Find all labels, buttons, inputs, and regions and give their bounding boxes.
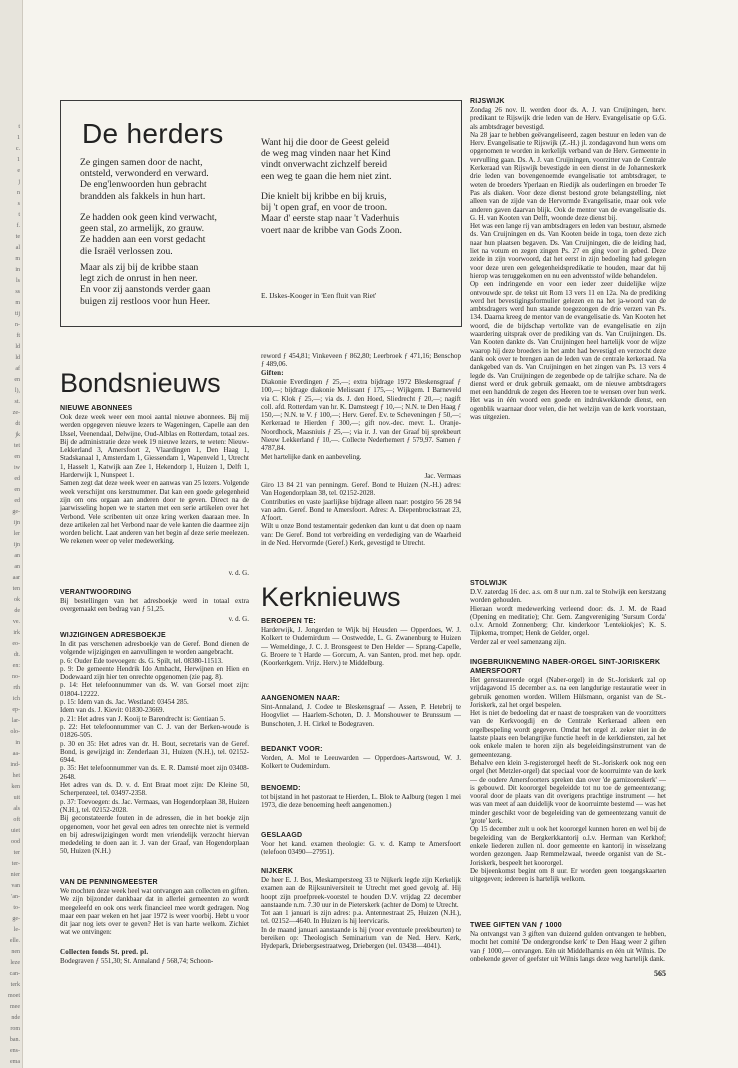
- nijkerk-text: De heer E. J. Bos, Meskampersteeg 33 te Nijkerk legde zijn Kerkelijk examen aan de Rijksuniversiteit te Utrecht met goed gevolg af. Hij hoopt zijn proefpreek-voorstel te houden D.V. vrijdag 22 december aanstaande n.m. 7.30 uur in de Pieterskerk (achter de Dom) te Utrecht. Tot aan 1 januari is zijn adres: p.a. Antennestraat 25, Huizen (N.H.), tel. 02152—4640. In Huizen is hij leervicaris. In de maand januari aanstaande is hij (voor eventuele preekbeurten) te bereiken op: Theologisch Seminarium van de Ned. Herv. Kerk, Hydepark, Driebergsestraatweg, Driebergen (tel. 03438—4041).: [261, 876, 461, 951]
- margin-fragment: n-: [15, 322, 20, 328]
- heading-collecten: Collecten fonds St. pred. pl.: [60, 948, 149, 956]
- margin-fragment: aa-: [12, 751, 20, 757]
- margin-fragment: 1: [17, 135, 20, 141]
- kerknieuws-title: Kerknieuws: [261, 582, 401, 612]
- margin-fragment: en:: [12, 663, 20, 669]
- poem-author: E. IJskes-Kooger in 'Een fluit van Riet': [261, 291, 377, 300]
- signature-vermaas: Jac. Vermaas: [424, 472, 461, 480]
- margin-fragment: t: [18, 212, 20, 218]
- beroepen-text: Harderwijk, J. Jongerden te Wijk bij Heusden — Opperdoes, W. J. Kolkert te Oudemirdum — Oostwedde, L. G. Zwanenburg te Huizen — Wemeldinge, J. C. J. Bronsgeest te Den Helder — Sprang-Capelle, G. Broere te 't Harde — Gorcum, A. van Santen, prod. met hep. opdr. (Koorkerkgem. Vrijz. Herv.) te Middelburg.: [261, 626, 461, 668]
- bondsnieuws-title: Bondsnieuws: [60, 368, 221, 398]
- margin-fragment: in: [15, 267, 20, 273]
- heading-nijkerk: NIJKERK: [261, 868, 294, 875]
- aangenomen-text: Sint-Annaland, J. Codee te Bleskensgraaf — Assen, P. Hetebrij te Hoogvliet — Haarlem-Schoten, D. J. Monshouwer te Brunssum — Bunschoten, J. H. Cirkel te Bodegraven.: [261, 703, 461, 728]
- collecten-text: Bodegraven ƒ 551,30; St. Annaland ƒ 568,74; Schoon-: [60, 957, 214, 965]
- margin-fragment: ss: [15, 289, 20, 295]
- margin-fragment: ld: [15, 355, 20, 361]
- wijzigingen-text: In dit pas verschenen adresboekje van de Geref. Bond dienen de volgende wijzigingen en aanvullingen te worden aangebracht. p. 6: Ouder Ede toevoegen: ds. G. Spilt, tel. 08380-11513. p. 9: De gemeente Hendrik Ido Ambacht, Herwijnen en Hien en Dodewaard zijn hier ten onrechte opgenomen (zie pag. 8). p. 14: Het telefoonnummer van ds. W. van Gorsel moet zijn: 01804-12222. p. 15: Idem van ds. Jac. Westland: 03454 285. Idem van ds. J. Kievit: 01830-23669. p. 21: Het adres van J. Kooij te Barendrecht is: Gentiaan 5. p. 22: Het telefoonnummer van C. J. van der Berken-woude is 01826-505. p. 30 en 35: Het adres van dr. H. Bout, secretaris van de Geref. Bond, is gewijzigd in: Zenderlaan 31, Huizen (N.H.), tel. 02152-6944. p. 35: Het telefoonnummer van ds. E. R. Damsté moet zijn 03408-2648. Het adres van ds. D. v. d. Ent Braat moet zijn: De Kleine 50, Scherpenzeel, tel. 03497-2358. p. 37: Toevoegen: ds. Jac. Vermaas, van Hogendorplaan 38, Huizen (N.H.), tel. 02152-2028. Bij geconstateerde fouten in de adressen, die in het boekje zijn opgenomen, voor het geval een adres ten onrechte niet is vermeld en bij adreswijzigingen wordt men vriendelijk verzocht hiervan mededeling te doen aan ir. J. van der Graaf, van Hogendorplaan 50, Huizen (N.H.): [60, 640, 249, 856]
- heading-penningmeester: VAN DE PENNINGMEESTER: [60, 879, 158, 886]
- margin-fragment: dt.: [13, 652, 20, 658]
- margin-fragment: jk: [15, 432, 20, 438]
- heading-beroepen: BEROEPEN TE:: [261, 618, 316, 625]
- heading-rijswijk: RIJSWIJK: [470, 98, 505, 105]
- margin-fragment: nde: [11, 1015, 20, 1021]
- margin-fragment: ind-: [10, 762, 20, 768]
- margin-fragment: nier: [10, 872, 20, 878]
- margin-fragment: ijn: [13, 520, 20, 526]
- margin-fragment: l),: [14, 388, 20, 394]
- margin-fragment: s: [17, 201, 20, 207]
- stolwijk-text: D.V. zaterdag 16 dec. a.s. om 8 uur n.m. zal te Stolwijk een kerstzang worden gehouden. Hieraan wordt medewerking verleend door: ds. J. M. de Raad (Opening en meditatie); Chr. Gem. Zangvereniging 'Sursum Corda' o.l.v. Arnold Zonnenberg; Chr. kinderkoor 'Lentekiokjes'; K. S. Tijpkema, trompet; Henk de Gelder, orgel. Verder zal er veel samenzang zijn.: [470, 588, 666, 646]
- heading-giften: Giften:: [261, 369, 284, 377]
- margin-fragment: als: [13, 806, 20, 812]
- margin-fragment: ge-: [12, 916, 20, 922]
- poem-stanza-4: Want hij die door de Geest geleid de weg mag vinden naar het Kind vindt onverwacht zichzelf bereid een weg te gaan die hem niet zint.: [261, 137, 392, 182]
- margin-fragment: iw: [14, 465, 20, 471]
- margin-fragment: ten: [12, 586, 20, 592]
- margin-fragment: f.: [16, 223, 20, 229]
- margin-fragment: uit: [13, 795, 20, 801]
- benoemd-text: tot bijstand in het pastoraat te Hierden, L. Blok te Aalburg (tegen 1 mei 1973, die deze benoeming heeft aangenomen.): [261, 793, 461, 810]
- margin-fragment: ld: [15, 344, 20, 350]
- margin-fragment: eo-: [12, 641, 20, 647]
- margin-fragment: 'an-: [11, 894, 20, 900]
- margin-fragment: dt: [15, 421, 20, 427]
- margin-fragment: en: [14, 454, 20, 460]
- nieuwe-abonnees-text: Ook deze week weer een mooi aantal nieuwe abonnees. Bij mij werden opgegeven nieuwe lezers te Wageningen, Capelle aan den IJssel, Veenendaal, Delwijne, Oud-Alblas en Rotterdam, totaal zes. Bij de administratie deze week 19 nieuwe lezers, te weten: Nieuw-Lekkerland 3, Amersfoort 2, Vlaardingen 1, Den Haag 1, Stadskanaal 1, Amsterdam 1, Giessendam 1, Wapenveld 1, Utrecht 1, Hasselt 1, Katwijk aan Zee 1, Hekendorp 1, Huizen 1, Delft 1, Harderwijk 1, Nunspeet 1. Samen zegt dat deze week weer en aanwas van 25 lezers. Volgende week verschijnt ons kerstnummer. Dat kan een goede gelegenheid zijn om ons orgaan aan anderen door te geven. Direct na de jaarwisseling hopen we te starten met een serie artikelen over het Verbond. Vele scribenten uit onze kring werken daaraan mee. In deze artikelen zal het Verbond naar de vele kanten die daarmee zijn worden belicht. Laat anderen van het begin af deze serie meelezen. We rekenen weer op veler medewerking.: [60, 413, 249, 546]
- margin-fragment: ok: [14, 597, 20, 603]
- heading-nieuwe-abonnees: NIEUWE ABONNEES: [60, 405, 133, 412]
- margin-fragment: elle.: [9, 938, 20, 944]
- giften-text: Diakonie Everdingen ƒ 25,—; extra bijdrage 1972 Bleskensgraaf ƒ 100,—; bijdrage diakonie Melissant ƒ 175,—; Wijkgem. I Barneveld via C. Klok ƒ 25,—; via ds. J. den Hoed, Sliedrecht ƒ 20,—; nagift coll. afd. Rotterdam van hr. K. Damsteegt ƒ 10,—; N.N. te Den Haag ƒ 150,—; N.N. te V. ƒ 100,—; Herv. Geref. Ev. te Scheveningen ƒ 50,—; Kerkeraad te Hierden ƒ 300,—; gift nov.-dec. mevr. L. Oranje-Noordhock, Maasniuis ƒ 25,—; via ir. J. van der Graaf bij sprekbeurt Nieuw Lekkerland ƒ 10,—. Collecte Nederhemert ƒ 579,97. Samen ƒ 4787,84. Met hartelijke dank en aanbeveling.: [261, 378, 461, 461]
- margin-fragment: olo-: [10, 729, 20, 735]
- margin-fragment: t: [18, 124, 20, 130]
- margin-fragment: te: [15, 234, 20, 240]
- heading-wijzigingen-adresboekje: WIJZIGINGEN ADRESBOEKJE: [60, 632, 166, 639]
- margin-fragment: moet: [8, 993, 20, 999]
- margin-fragments: [0, 0, 22, 1068]
- margin-fragment: mee: [10, 1004, 20, 1010]
- heading-verantwoording: VERANTWOORDING: [60, 589, 132, 596]
- verantwoording-text: Bij bestellingen van het adresboekje werd in totaal extra overgemaakt een bedrag van ƒ 51,25.: [60, 597, 249, 614]
- margin-fragment: ed: [14, 498, 20, 504]
- margin-fragment: ich: [12, 696, 20, 702]
- rijswijk-text: Zondag 26 nov. ll. werden door ds. A. J. van Cruijningen, herv. predikant te Rijswijk drie leden van de Herv. Evangelisatie op G.G. als ambtsdrager bevestigd. Na 28 jaar te hebben geëvangeliseerd, zagen bestuur en leden van de Herv. Evangelisatie te Rijswijk (Z.-H.) jl. zondagavond hun wens om opgenomen te worden in kerkelijk verband van de Herv. Gemeente in vervulling gaan. Ds. A. J. van Cruijningen, voorzitter van de Centrale Kerkeraad van Rijswijk bevestigde in een dienst in de Johanneskerk drie leden van bovengenoemde evangelisatie tot ambtsdrager, te weten de broeders Yperlaan en Riedijk als ouderlingen en broeder Te Pas als diaken. Voor deze dienst bestond grote belangstelling, niet alleen van de zijde van de Hervormde Evangelisatie, maar ook vele anderen gaven daarvan blijk. Ook de mentor van de evangelisatie ds. G. H. van Kooten van Delft, woonde deze dienst bij. Het was een lange rij van ambtsdragers en leden van bestuur, alsmede ds. Van Cruijningen en ds. Van Kooten beide in toga, toen deze zich naar hun plaatsen begaven. Ds. Van Cruijningen, die de leiding had, liet na votum en zegen zingen Ps. 27 en ging voor in gebed. Deze zeide in zijn voorwoord, dat het eerst in zijn bedoeling had gelegen voor deze uren een gelegenheidspredikatie te houden, maar dat hij hierop was teruggekomen en nu een adventsstof wilde behandelen. Op een indringende en voor een ieder zeer duidelijke wijze ontvouwde spr. de tekst uit Rom 13 vers 11 en 12a. Na de prediking werd het bevestigingsformulier gelezen en na het ja-woord van de ambtsdragers werd hun staande toegezongen de drie verzen van Ps. 134. Daarna kreeg de mentor van de evangelisatie ds. Van Kooten het woord, die de bijdschap vertolkte van de evangelisatie en zijn waardering uitsprak over de prediking van ds. Van Cruijningen. Ds. Van Kooten dankte ds. Van Cruijningen heel hartelijk voor de wijze waarop hij deze broeders in het ambt had bevestigd en verzocht deze dank ook over te brengen aan de leden van de centrale kerkeraad. Na dankgebed van ds. Van Cruijningen en het zingen van Ps. 13 vers 4 legde ds. Van Cruijningen de zegenbede op de talrijke schare. Na de dienst werd er druk gebruik gemaakt, om de nieuwe ambtsdragers met een handdruk de zegen des Heeren toe te wensen over hun werk. Het was in één woord een goede en indrukwekkende dienst, een ogenblik waarnaar door velen, die het welzijn van de kerk voorstaan, was uitgezien.: [470, 106, 666, 421]
- margin-fragment: m: [15, 300, 20, 306]
- margin-fragment: rth: [13, 685, 20, 691]
- margin-fragment: ep-: [12, 707, 20, 713]
- margin-fragment: ge-: [12, 509, 20, 515]
- margin-fragment: uiet: [11, 828, 20, 834]
- margin-fragment: ze-: [12, 410, 20, 416]
- poem-title: De herders: [82, 118, 224, 149]
- bedankt-text: Vorden, A. Mol te Leeuwarden — Opperdoes-Aartswoud, W. J. Kolkert te Oudemirdum.: [261, 754, 461, 771]
- previous-page-strip: [0, 0, 23, 1068]
- margin-fragment: de: [14, 608, 20, 614]
- margin-fragment: ft: [16, 333, 20, 339]
- naber-orgel-text: Het gerestaureerde orgel (Naber-orgel) in de St.-Joriskerk zal op vrijdagavond 15 december a.s. na een langdurige restauratie weer in gebruik genomen worden. Willem Hülsmann, organist van de St.-Joriskerk, zal het orgel bespelen. Het is niet de bedoeling dat er naast de toespraken van de voorzitters van de Kerkvoogdij en de Centrale Kerkeraad alleen een orgelbespeling wordt gegeven. Omdat het orgel zl. zeker niet in de laatste plaats een belangrijke functie heeft in de kerkdiensten, zal het ook enkele malen te horen zijn als begeleidingsinstrument van de gemeentezang. Behalve een klein 3-registerorgel heeft de St.-Joriskerk ook nog een orgel (het Metzler-orgel) dat speciaal voor de koorruimte van de kerk — de oudere Amersfoorters spreken dan over 'de garnizoenskerk' — is gebouwd. Dit koororgel begeleidde tot nu toe de gemeentezang; vooral door de plaats van dit overigens prachtige instrument — het was van meet af aan duidelijk voor de koorruimte bestemd — was het minder geschikt voor de begeleiding van de gemeentezang vanuit de 'grote' kerk. Op 15 december zult u ook het koororgel kunnen horen en wel bij de begeleiding van de Bergkerkkantorij o.l.v. Herman van Kerkhof; enkele liederen zullen nl. door gemeente en kantorij in wisselzang worden gezongen. Jaap Remmelzwaal, tweede organist van de St.-Joriskerk, bespeelt het koororgel. De bijeenkomst begint om 8 uur. Er worden geen toegangskaarten uitgegeven; iedereen is hartelijk welkom.: [470, 676, 666, 884]
- poem-stanza-1: Ze gingen samen door de nacht, ontsteld, verwonderd en verward. De eng'lenwoorden hun gebracht brandden als fakkels in hun hart.: [80, 157, 209, 202]
- margin-fragment: j: [18, 179, 20, 185]
- margin-fragment: tet: [14, 443, 20, 449]
- margin-fragment: ter: [13, 850, 20, 856]
- margin-fragment: ed: [14, 476, 20, 482]
- heading-aangenomen: AANGENOMEN NAAR:: [261, 695, 341, 702]
- margin-fragment: en: [14, 487, 20, 493]
- margin-fragment: 1: [17, 157, 20, 163]
- middle-collect-text: reword ƒ 454,81; Vinkeveen ƒ 862,80; Leerbroek ƒ 471,16; Benschop ƒ 489,06.: [261, 352, 461, 369]
- margin-fragment: an: [14, 564, 20, 570]
- margin-fragment: nen: [11, 949, 20, 955]
- margin-fragment: e: [17, 168, 20, 174]
- margin-fragment: van: [11, 883, 20, 889]
- margin-fragment: to-: [13, 905, 20, 911]
- heading-stolwijk: STOLWIJK: [470, 580, 508, 587]
- margin-fragment: ban.: [9, 1037, 20, 1043]
- margin-fragment: can-: [9, 971, 20, 977]
- twee-giften-text: Na ontvangst van 3 giften van duizend gulden ontvangen te hebben, mocht het comité 'De ondergrondse kerk' te Den Haag weer 2 giften van ƒ 1000,— ontvangen. Eén uit Middelharnis en één uit Wilnis. De onbekende gever of geefster uit Wilnis langs deze weg hartelijk dank.: [470, 930, 666, 963]
- margin-fragment: rom: [10, 1026, 20, 1032]
- margin-fragment: n: [17, 190, 20, 196]
- margin-fragment: ler: [13, 531, 20, 537]
- signature-vdg-1: v. d. G.: [228, 569, 249, 577]
- margin-fragment: leze: [10, 960, 20, 966]
- heading-naber-orgel: INGEBRUIKNEMING NABER-ORGEL SINT-JORISKERK AMERSFOORT: [470, 659, 661, 675]
- margin-fragment: lar-: [11, 718, 20, 724]
- margin-fragment: irk: [13, 630, 20, 636]
- geslaagd-text: Voor het kand. examen theologie: G. v. d. Kamp te Amersfoort (telefoon 03490—27951).: [261, 840, 461, 857]
- margin-fragment: aar: [12, 575, 20, 581]
- margin-fragment: ve.: [12, 619, 20, 625]
- margin-fragment: oft: [13, 817, 20, 823]
- heading-geslaagd: GESLAAGD: [261, 832, 303, 839]
- heading-twee-giften: TWEE GIFTEN VAN ƒ 1000: [470, 922, 562, 929]
- poem-stanza-2: Ze hadden ook geen kind verwacht, geen stal, zo armelijk, zo grauw. Ze hadden aan een vorst gedacht die Israël verlossen zou.: [80, 212, 217, 257]
- margin-fragment: le-: [13, 927, 20, 933]
- margin-fragment: terk: [10, 982, 20, 988]
- margin-fragment: ken: [11, 784, 20, 790]
- margin-fragment: ter-: [11, 861, 20, 867]
- margin-fragment: c.: [15, 146, 20, 152]
- margin-fragment: het: [12, 773, 20, 779]
- margin-fragment: st.: [14, 399, 20, 405]
- margin-fragment: al: [15, 245, 20, 251]
- poem-stanza-3: Maar als zij bij de kribbe staan legt zich de onrust in hen neer. En voor zij aanstonds verder gaan buigen zij restloos voor hun Heer.: [80, 262, 211, 307]
- page-number: 565: [654, 969, 666, 978]
- contributie-text: Giro 13 84 21 van penningm. Geref. Bond te Huizen (N.-H.) adres: Van Hogendorplaan 38, tel. 02152-2028. Contributies en vaste jaarlijkse bijdrage alleen naar: postgiro 56 28 94 van adm. Geref. Bond te Amersfoort. Adres: A. Diepenbrockstraat 23, A'foort. Wilt u onze Bond testamentair gedenken dan kunt u dat doen op naam van: De Geref. Bond tot verbreiding en verdediging van de Waarheid in de Ned. Hervormde (Geref.) Kerk, gevestigd te Utrecht.: [261, 481, 461, 548]
- margin-fragment: ema: [10, 1059, 20, 1065]
- margin-fragment: ijn: [13, 542, 20, 548]
- margin-fragment: en: [14, 377, 20, 383]
- margin-fragment: af: [15, 366, 20, 372]
- margin-fragment: in: [15, 740, 20, 746]
- signature-vdg-2: v. d. G.: [228, 615, 249, 623]
- heading-benoemd: BENOEMD:: [261, 785, 301, 792]
- margin-fragment: m: [15, 256, 20, 262]
- margin-fragment: no-: [12, 674, 20, 680]
- margin-fragment: ls: [15, 278, 20, 284]
- penningmeester-text: We mochten deze week heel wat ontvangen aan collecten en giften. We zijn bijzonder dankbaar dat in allerlei gemeenten zo wordt meegeleefd en ook ons werk financieel mee wordt gedragen. Nog maar een paar weken en het jaar 1972 is weer voorbij. Hebt u voor dit jaar nog iets over te geven? Het is van harte welkom. Zichiet wat we ontvingen:: [60, 887, 249, 937]
- margin-fragment: an: [14, 553, 20, 559]
- poem-stanza-5: Die knielt bij kribbe en bij kruis, bij 't open graf, en voor de troon. Maar d' eerste stap naar 't Vaderhuis voert naar de kribbe van Gods Zoon.: [261, 191, 402, 236]
- margin-fragment: ens-: [10, 1048, 20, 1054]
- margin-fragment: tij: [14, 311, 20, 317]
- margin-fragment: ood: [11, 839, 20, 845]
- heading-bedankt: BEDANKT VOOR:: [261, 746, 323, 753]
